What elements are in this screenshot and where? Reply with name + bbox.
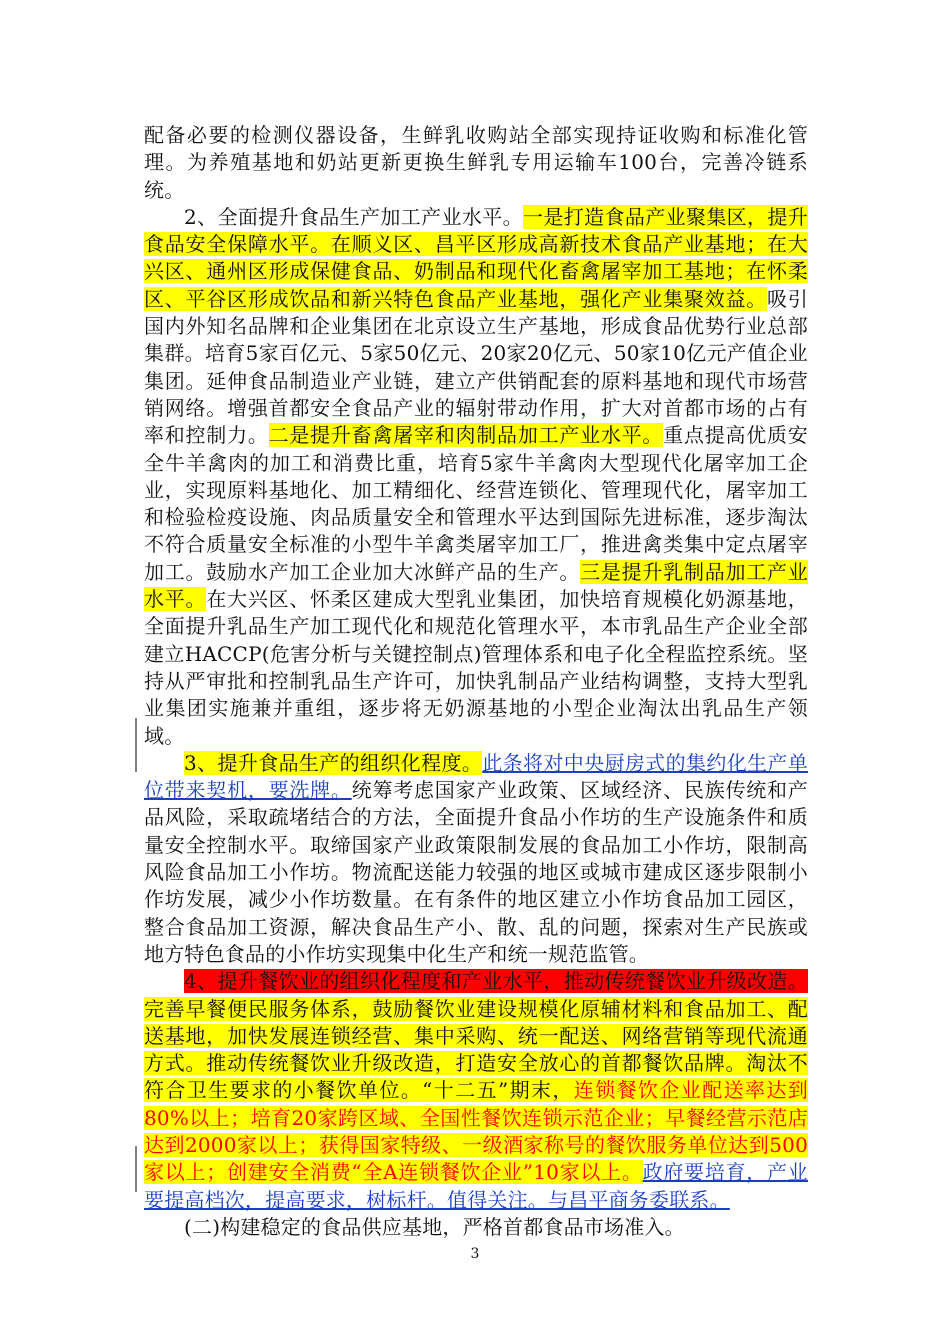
text-segment: 吸引国内外知名品牌和企业集团在北京设立生产基地，形成食品优势行业总部集群。培育5家百亿元、5家50亿元、20家20亿元、50家10亿元产值企业集团。延伸食品制造业产业链，建立产供销配套的原料基地和现代市场营销网络。增强首都安全食品产业的辐射带动作用，扩大对首都市场的占有率和控制力。 xyxy=(144,286,808,448)
comment-bracket-2 xyxy=(135,1146,141,1192)
text-segment: 配备必要的检测仪器设备，生鲜乳收购站全部实现持证收购和标准化管理。为养殖基地和奶站更新更换生鲜乳专用运输车100台，完善冷链系统。 xyxy=(144,123,808,202)
text-segment: 在大兴区、怀柔区建成大型乳业集团，加快培育规模化奶源基地，全面提升乳品生产加工现代化和规范化管理水平，本市乳品生产企业全部建立HACCP(危害分析与关键控制点)管理体系和电子化全程监控系统。坚持从严审批和控制乳品生产许可，加快乳制品产业结构调整，支持大型乳业集团实施兼并重组，逐步将无奶源基地的小型企业淘汰出乳品生产领域。 xyxy=(144,587,808,748)
text-segment: 统筹考虑国家产业政策、区域经济、民族传统和产品风险，采取疏堵结合的方法，全面提升食品小作坊的生产设施条件和质量安全控制水平。取缔国家产业政策限制发展的食品加工小作坊，限制高风险食品加工小作坊。物流配送能力较强的地区或城市建成区逐步限制小作坊发展，减少小作坊数量。在有条件的地区建立小作坊食品加工园区，整合食品加工资源，解决食品生产小、散、乱的问题，探索对生产民族或地方特色食品的小作坊实现集中化生产和统一规范监管。 xyxy=(144,778,809,966)
text-segment: 一是打造食品产业聚集区，提升食品安全保障水平。在顺义区、昌平区形成高新技术食品产业基地；在大兴区、通州区形成保健食品、奶制品和现代化畜禽屠宰加工基地；在怀柔区、平谷区形成饮品和新兴特色食品产业基地，强化产业集聚效益。 xyxy=(144,204,808,311)
paragraph-p0 xyxy=(144,122,808,204)
paragraph-p3 xyxy=(144,968,808,1214)
paragraph-p4 xyxy=(144,1214,808,1241)
page-number: 3 xyxy=(470,1246,480,1262)
paragraph-p1 xyxy=(144,204,808,750)
comment-bracket-1 xyxy=(135,718,141,772)
text-segment: 完善早餐便民服务体系，鼓励餐饮业建设规模化原辅材料和食品加工、配送基地，加快发展连锁经营、集中采购、统一配送、网络营销等现代流通方式。推动传统餐饮业升级改造，打造安全放心的首都餐饮品牌。淘汰不符合卫生要求的小餐饮单位。“十二五”期末， xyxy=(144,996,808,1103)
text-segment: 4、提升餐饮业的组织化程度和产业水平，推动传统餐饮业升级改造。 xyxy=(184,969,808,994)
paragraph-p2 xyxy=(144,750,808,968)
text-segment: 此条将对中央厨房式的集约化生产单位带来契机，要洗牌。 xyxy=(144,750,808,803)
text-segment: 政府要培育，产业要提高档次，提高要求，树标杆。值得关注。与昌平商务委联系。 xyxy=(144,1160,808,1212)
text-segment: 三是提升乳制品加工产业水平。 xyxy=(144,559,809,612)
text-segment: 3、提升食品生产的组织化程度。 xyxy=(184,750,483,775)
text-segment: 2、全面提升食品生产加工产业水平。 xyxy=(184,204,523,229)
text-segment: 连锁餐饮企业配送率达到80%以上；培育20家跨区域、全国性餐饮连锁示范企业；早餐经营示范店达到2000家以上；获得国家特级、一级酒家称号的餐饮服务单位达到500家以上；创建安全消费“全A连锁餐饮企业”10家以上。 xyxy=(144,1078,808,1185)
text-segment: 重点提高优质安全牛羊禽肉的加工和消费比重，培育5家牛羊禽肉大型现代化屠宰加工企业，实现原料基地化、加工精细化、经营连锁化、管理现代化，屠宰加工和检验检疫设施、肉品质量安全和管理水平达到国际先进标准，逐步淘汰不符合质量安全标准的小型牛羊禽类屠宰加工厂，推进禽类集中定点屠宰加工。鼓励水产加工企业加大冰鲜产品的生产。 xyxy=(144,423,808,584)
document-body xyxy=(144,122,808,1241)
text-segment: (二)构建稳定的食品供应基地，严格首都食品市场准入。 xyxy=(184,1214,685,1239)
text-segment: 二是提升畜禽屠宰和肉制品加工产业水平。 xyxy=(268,423,664,448)
